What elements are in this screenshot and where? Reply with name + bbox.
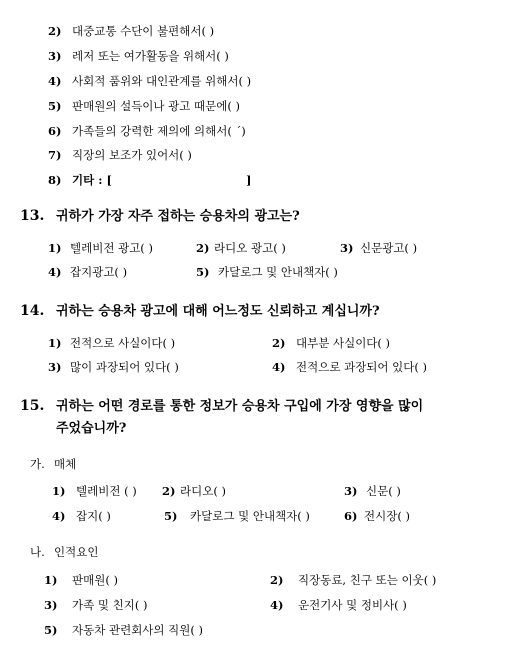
option-number: 2) bbox=[196, 241, 210, 255]
question-text-line1: 귀하는 어떤 경로를 통한 정보가 승용차 구입에 가장 영향을 많이 bbox=[56, 399, 424, 414]
option-number: 2) bbox=[272, 336, 286, 350]
option-text: 가족들의 강력한 제의에 의해서( ˊ) bbox=[72, 124, 246, 138]
option-text: 많이 과장되어 있다( ) bbox=[70, 360, 179, 374]
q14-option-2 bbox=[272, 336, 390, 350]
q14-option-3 bbox=[48, 360, 179, 374]
option-number: 2) bbox=[162, 484, 176, 498]
section-b-heading bbox=[30, 545, 98, 559]
section-label: 가. bbox=[30, 457, 45, 471]
option-number: 7) bbox=[48, 148, 62, 162]
section-a-heading bbox=[30, 457, 76, 471]
option-text: 텔레비전 광고( ) bbox=[70, 241, 153, 255]
option-number: 6) bbox=[48, 124, 62, 138]
option-number: 5) bbox=[164, 509, 178, 523]
option-number: 3) bbox=[340, 241, 354, 255]
option-number: 3) bbox=[44, 598, 58, 612]
option-number: 1) bbox=[48, 241, 62, 255]
option-number: 3) bbox=[48, 49, 62, 63]
q15a-option-6 bbox=[344, 509, 410, 523]
option-number: 4) bbox=[52, 509, 66, 523]
q13-option-3 bbox=[340, 241, 417, 255]
section-title: 인적요인 bbox=[54, 545, 99, 559]
q15b-option-4 bbox=[270, 598, 407, 612]
option-number: 3) bbox=[344, 484, 358, 498]
option-number: 3) bbox=[48, 360, 62, 374]
option-text: 잡지( ) bbox=[76, 509, 111, 523]
option-text: 카달로그 및 안내책자( ) bbox=[190, 509, 310, 523]
option-text: 사회적 품위와 대인관계를 위해서( ) bbox=[72, 74, 252, 88]
section-title: 매체 bbox=[54, 457, 77, 471]
q12-option-3 bbox=[48, 49, 229, 63]
question-13 bbox=[20, 208, 300, 225]
option-number: 4) bbox=[48, 265, 62, 279]
question-text: 귀하는 승용차 광고에 대해 어느정도 신뢰하고 계십니까? bbox=[56, 304, 380, 319]
option-text: 라디오( ) bbox=[180, 484, 226, 498]
q12-option-2 bbox=[48, 24, 214, 38]
q15b-option-2 bbox=[270, 573, 436, 587]
option-number: 5) bbox=[48, 99, 62, 113]
option-text: 전시장( ) bbox=[364, 509, 410, 523]
option-number: 1) bbox=[48, 336, 62, 350]
q15b-option-1 bbox=[44, 573, 118, 587]
option-number: 1) bbox=[44, 573, 58, 587]
option-number: 5) bbox=[44, 623, 58, 637]
q15b-option-3 bbox=[44, 598, 147, 612]
option-text: 신문광고( ) bbox=[360, 241, 418, 255]
question-14 bbox=[20, 303, 380, 320]
option-number: 5) bbox=[196, 265, 210, 279]
option-number: 1) bbox=[52, 484, 66, 498]
option-text: 레저 또는 여가활동을 위해서( ) bbox=[72, 49, 229, 63]
q15a-option-3 bbox=[344, 484, 401, 498]
option-number: 4) bbox=[270, 598, 284, 612]
option-number: 2) bbox=[48, 24, 62, 38]
question-number: 15. bbox=[20, 398, 45, 414]
option-text: 판매원( ) bbox=[72, 573, 118, 587]
q12-option-4 bbox=[48, 74, 251, 88]
option-text: 신문( ) bbox=[366, 484, 401, 498]
question-15 bbox=[20, 398, 423, 415]
q15a-option-2 bbox=[162, 484, 226, 498]
section-label: 나. bbox=[30, 545, 45, 559]
option-number: 4) bbox=[48, 74, 62, 88]
option-number: 2) bbox=[270, 573, 284, 587]
option-text: 전적으로 사실이다( ) bbox=[70, 336, 176, 350]
option-number: 6) bbox=[344, 509, 358, 523]
option-text: 잡지광고( ) bbox=[70, 265, 128, 279]
option-text: 직장의 보조가 있어서( ) bbox=[72, 148, 192, 162]
option-text: 운전기사 및 정비사( ) bbox=[298, 598, 407, 612]
option-text: 텔레비전 ( ) bbox=[76, 484, 137, 498]
option-text: 가족 및 친지( ) bbox=[72, 598, 148, 612]
q15a-option-1 bbox=[52, 484, 137, 498]
option-text: 기타 : [ bbox=[72, 173, 112, 187]
option-text: 라디오 광고( ) bbox=[214, 241, 286, 255]
question-text: 귀하가 가장 자주 접하는 승용차의 광고는? bbox=[56, 209, 300, 224]
q12-option-5 bbox=[48, 99, 240, 113]
option-text: 직장동료, 친구 또는 이웃( ) bbox=[298, 573, 437, 587]
question-number: 14. bbox=[20, 303, 45, 319]
question-number: 13. bbox=[20, 208, 45, 224]
q13-option-1 bbox=[48, 241, 153, 255]
option-number: 4) bbox=[272, 360, 286, 374]
q12-option-6 bbox=[48, 124, 246, 138]
option-text: 자동차 관련회사의 직원( ) bbox=[72, 623, 204, 637]
option-text: 판매원의 설득이나 광고 때문에( ) bbox=[72, 99, 241, 113]
q14-option-1 bbox=[48, 336, 175, 350]
option-text: 카달로그 및 안내책자( ) bbox=[218, 265, 338, 279]
option-text: 전적으로 과장되어 있다( ) bbox=[296, 360, 428, 374]
q14-option-4 bbox=[272, 360, 427, 374]
q12-option-8 bbox=[48, 173, 252, 187]
option-text: 대부분 사실이다( ) bbox=[296, 336, 391, 350]
question-text-line2: 주었습니까? bbox=[56, 421, 127, 436]
q15b-option-5 bbox=[44, 623, 203, 637]
q15a-option-5 bbox=[164, 509, 310, 523]
option-text: 대중교통 수단이 불편해서( ) bbox=[72, 24, 215, 38]
question-15-cont bbox=[56, 421, 126, 437]
q13-option-4 bbox=[48, 265, 127, 279]
q13-option-5 bbox=[196, 265, 338, 279]
option-number: 8) bbox=[48, 173, 62, 187]
q12-option-7 bbox=[48, 148, 192, 162]
option-bracket-close: ] bbox=[246, 173, 252, 187]
q13-option-2 bbox=[196, 241, 286, 255]
q15a-option-4 bbox=[52, 509, 111, 523]
